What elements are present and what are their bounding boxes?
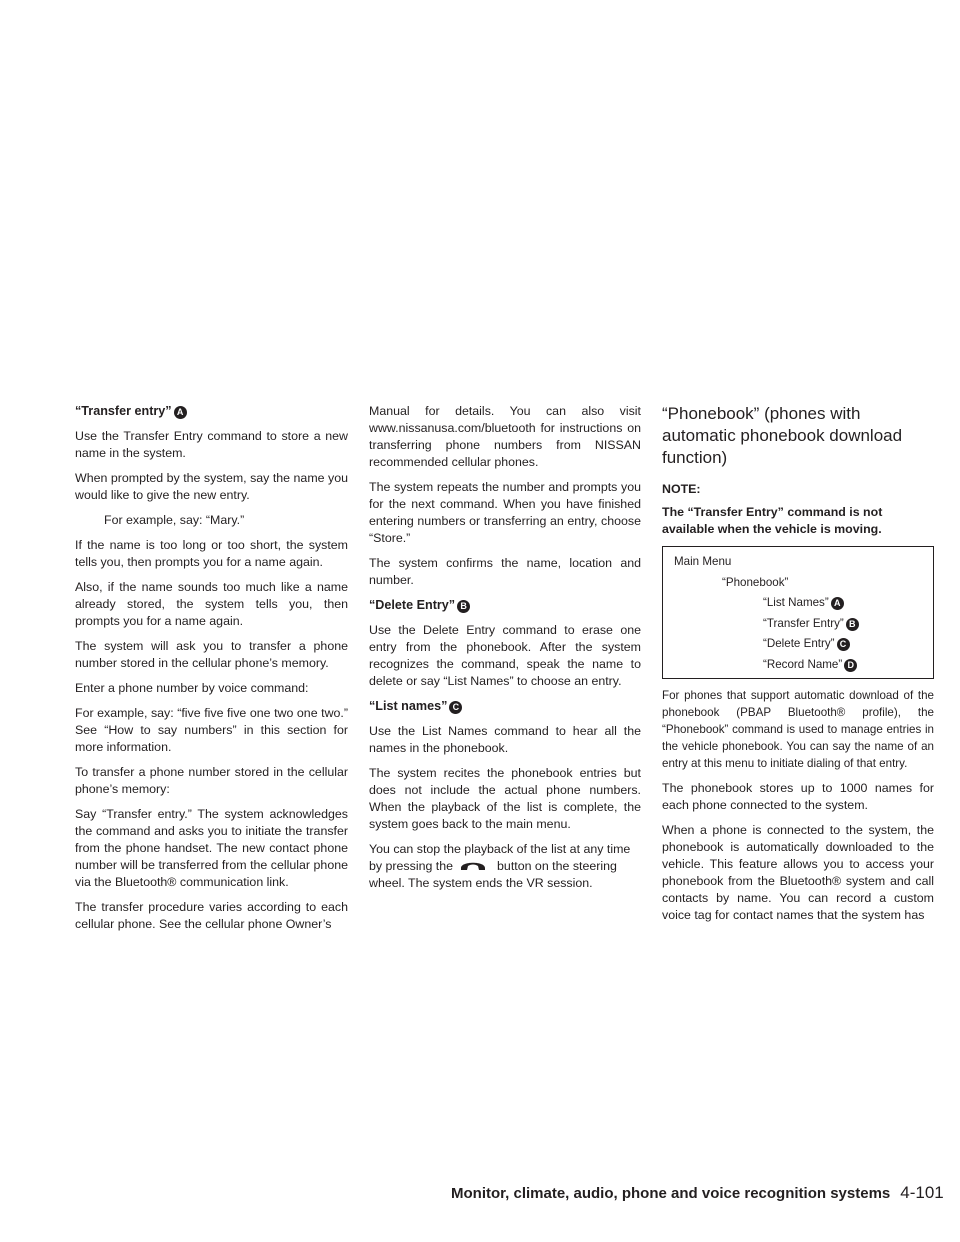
- example-text: For example, say: “Mary.”: [104, 513, 245, 527]
- page-footer: [451, 1183, 944, 1204]
- paragraph: If the name is too long or too short, the system tells you, then prompts you for a name again.: [75, 538, 348, 569]
- callout-badge-a: A: [174, 406, 187, 419]
- column-left: [75, 403, 348, 941]
- list-names-heading: “List names” C: [369, 698, 641, 715]
- paragraph: Manual for details. You can also visit www.nissanusa.com/bluetooth for instructions on transferring phone numbers from NISSAN recommended cellular phones.: [369, 404, 641, 469]
- paragraph: You can stop the playback of the list at any time by pressing the button on the steering wheel. The system ends the VR session.: [369, 842, 631, 890]
- paragraph: For example, say: “five five five one two one two.” See “How to say numbers” in this section for more information.: [75, 706, 348, 754]
- paragraph: To transfer a phone number stored in the cellular phone’s memory:: [75, 765, 348, 796]
- paragraph: Use the Delete Entry command to erase one entry from the phonebook. After the system recognizes the command, speak the name to delete or say “List Names” to choose an entry.: [369, 623, 641, 688]
- paragraph: Enter a phone number by voice command:: [75, 681, 309, 695]
- callout-badge-c: C: [837, 638, 850, 651]
- paragraph: Use the List Names command to hear all the names in the phonebook.: [369, 724, 641, 755]
- menu-item-list-names: “List Names” A: [674, 593, 925, 614]
- menu-root: Main Menu: [674, 555, 732, 568]
- menu-item-record-name: “Record Name” D: [674, 655, 925, 676]
- phone-hangup-icon: [459, 858, 487, 872]
- section-title: “Phonebook” (phones with automatic phonebook download function): [662, 404, 903, 467]
- paragraph: The system repeats the number and prompts you for the next command. When you have finished entering numbers or transferring an entry, choose “Store.”: [369, 480, 641, 545]
- callout-badge-c: C: [449, 701, 462, 714]
- paragraph: When prompted by the system, say the name you would like to give the new entry.: [75, 471, 348, 502]
- paragraph: Say “Transfer entry.” The system acknowledges the command and asks you to initiate the transfer from the phone handset. The new contact phone number will be transferred from the cellular phone via the Bluetooth® communication link.: [75, 807, 348, 889]
- column-right: [662, 403, 934, 932]
- callout-badge-b: B: [457, 600, 470, 613]
- callout-badge-a: A: [831, 597, 844, 610]
- note-label: NOTE:: [662, 482, 701, 496]
- paragraph: Use the Transfer Entry command to store a new name in the system.: [75, 429, 348, 460]
- transfer-entry-heading: “Transfer entry” A: [75, 403, 348, 420]
- paragraph: Also, if the name sounds too much like a name already stored, the system tells you, then prompts you for a name again.: [75, 580, 348, 628]
- paragraph: When a phone is connected to the system, the phonebook is automatically downloaded to the vehicle. This feature allows you to access your phonebook from the Bluetooth® system and call contacts by name. You can record a custom voice tag for contact names that the system has: [662, 823, 934, 922]
- paragraph: The system recites the phonebook entries but does not include the actual phone numbers. When the playback of the list is complete, the system goes back to the main menu.: [369, 766, 641, 831]
- menu-phonebook: “Phonebook”: [722, 575, 789, 589]
- paragraph: The system confirms the name, location and number.: [369, 556, 641, 587]
- column-middle: [369, 403, 641, 900]
- note-text: The “Transfer Entry” command is not available when the vehicle is moving.: [662, 505, 883, 536]
- menu-item-delete-entry: “Delete Entry” C: [674, 634, 925, 655]
- paragraph: The system will ask you to transfer a phone number stored in the cellular phone’s memory.: [75, 639, 348, 670]
- paragraph: For phones that support automatic download of the phonebook (PBAP Bluetooth® profile), the “Phonebook” command is used to manage entries in the vehicle phonebook. You can say the name of an entry at this menu to initiate dialing of that entry.: [662, 689, 934, 770]
- paragraph: The transfer procedure varies according to each cellular phone. See the cellular phone Owner’s: [75, 900, 348, 931]
- paragraph: The phonebook stores up to 1000 names for each phone connected to the system.: [662, 781, 934, 812]
- menu-item-transfer-entry: “Transfer Entry” B: [674, 614, 925, 635]
- callout-badge-b: B: [846, 618, 859, 631]
- page-number: 4-101: [900, 1183, 944, 1202]
- menu-tree-box: [662, 546, 934, 679]
- delete-entry-heading: “Delete Entry” B: [369, 597, 641, 614]
- callout-badge-d: D: [844, 659, 857, 672]
- footer-chapter-title: Monitor, climate, audio, phone and voice recognition systems: [451, 1185, 891, 1202]
